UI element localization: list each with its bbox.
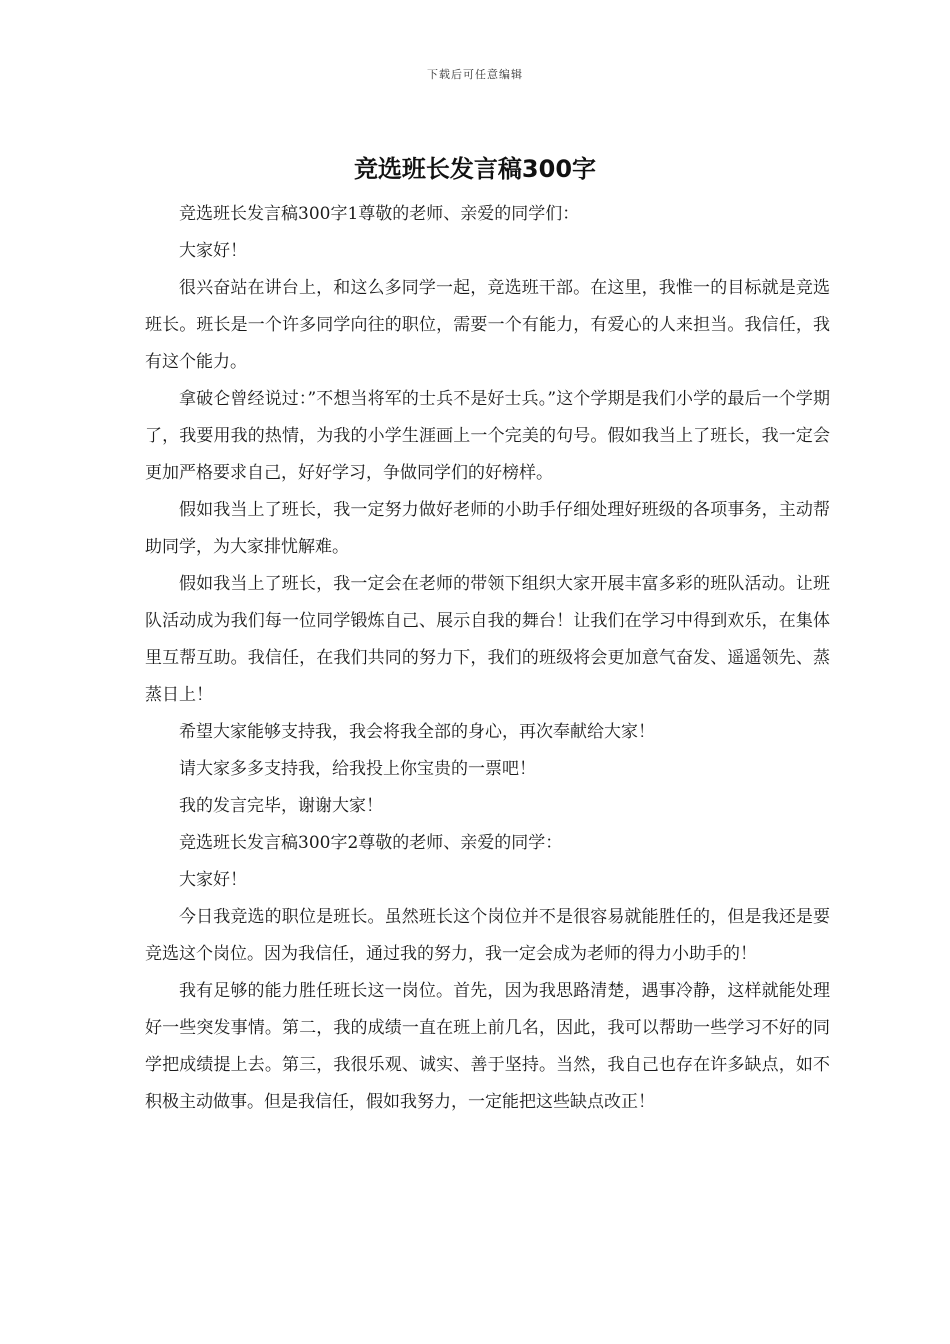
paragraph: 拿破仑曾经说过：”不想当将军的士兵不是好士兵。”这个学期是我们小学的最后一个学期了，我要用我的热情，为我的小学生涯画上一个完美的句号。假如我当上了班长，我一定会更加严格要求自己，好好学习，争做同学们的好榜样。 — [145, 389, 830, 483]
paragraph: 请大家多多支持我，给我投上你宝贵的一票吧！ — [179, 759, 536, 779]
paragraph: 希望大家能够支持我，我会将我全部的身心，再次奉献给大家！ — [179, 722, 655, 742]
paragraph: 竞选班长发言稿300字1尊敬的老师、亲爱的同学们： — [179, 204, 580, 224]
paragraph: 今日我竞选的职位是班长。虽然班长这个岗位并不是很容易就能胜任的，但是我还是要竞选这个岗位。因为我信任，通过我的努力，我一定会成为老师的得力小助手的！ — [145, 907, 830, 964]
paragraph: 假如我当上了班长，我一定努力做好老师的小助手仔细处理好班级的各项事务，主动帮助同学，为大家排忧解难。 — [145, 500, 830, 557]
paragraph: 大家好！ — [179, 241, 247, 261]
paragraph: 我的发言完毕，谢谢大家！ — [179, 796, 383, 816]
paragraph: 大家好！ — [179, 870, 247, 890]
document-title: 竞选班长发言稿300字 — [353, 155, 597, 183]
paragraph: 假如我当上了班长，我一定会在老师的带领下组织大家开展丰富多彩的班队活动。让班队活动成为我们每一位同学锻炼自己、展示自我的舞台！让我们在学习中得到欢乐，在集体里互帮互助。我信任，在我们共同的努力下，我们的班级将会更加意气奋发、遥遥领先、蒸蒸日上！ — [145, 574, 830, 705]
header-note: 下载后可任意编辑 — [427, 68, 523, 81]
paragraph: 很兴奋站在讲台上，和这么多同学一起，竞选班干部。在这里，我惟一的目标就是竞选班长。班长是一个许多同学向往的职位，需要一个有能力，有爱心的人来担当。我信任，我有这个能力。 — [145, 278, 830, 372]
document-body — [145, 196, 830, 1121]
paragraph: 我有足够的能力胜任班长这一岗位。首先，因为我思路清楚，遇事冷静，这样就能处理好一些突发事情。第二，我的成绩一直在班上前几名，因此，我可以帮助一些学习不好的同学把成绩提上去。第三，我很乐观、诚实、善于坚持。当然，我自己也存在许多缺点，如不积极主动做事。但是我信任，假如我努力，一定能把这些缺点改正！ — [145, 981, 830, 1112]
paragraph: 竞选班长发言稿300字2尊敬的老师、亲爱的同学： — [179, 833, 563, 853]
